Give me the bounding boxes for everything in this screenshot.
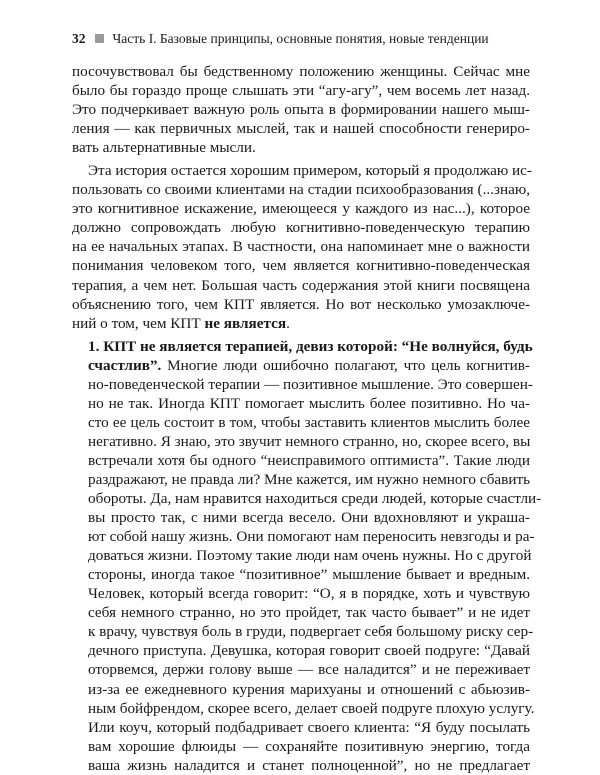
text-line: вать альтернативные мысли. <box>72 139 256 157</box>
text-line: себя немного странно, но это пройдет, так часто бывает” и не идет <box>88 604 530 622</box>
text-line: ления — как первичных мыслей, так и нашей способности генериро- <box>72 120 530 138</box>
text-line: но-поведенческой терапии — позитивное мышление. Это совершен- <box>88 375 533 393</box>
text-line: обороты. Да, нам нравится находиться среди людей, которые счастли- <box>88 490 542 508</box>
text-line: оторвемся, держи голову выше — все наладится” и не переживает <box>88 661 530 679</box>
page-number: 32 <box>72 31 86 46</box>
list-item-title-end: счастлив”. <box>88 356 162 374</box>
text-line: должно сопровождать любую когнитивно-поведенческую терапию <box>72 219 530 237</box>
paragraph <box>72 62 530 157</box>
text-line: Человек, который всегда говорит: “О, я в порядке, хоть и чувствую <box>88 585 530 603</box>
list-item <box>72 337 542 775</box>
emphasis: не является <box>204 314 287 332</box>
text-line: встречали хотя бы одного “неисправимого оптимиста”. Такие люди <box>88 451 530 469</box>
text-line: негативно. Я знаю, это звучит немного странно, но, скорее всего, вы <box>88 432 531 450</box>
text-line: объяснению того, чем КПТ является. Но вот несколько умозаключе- <box>72 295 530 313</box>
text-line: ют собой нашу жизнь. Они помогают нам переносить невзгоды и ра- <box>88 528 535 546</box>
paragraph <box>72 161 530 332</box>
text-line: Это подчеркивает важную роль опыта в формировании нашего мыш- <box>72 101 530 119</box>
text-line: Или коуч, который подбадривает своего клиента: “Я буду посылать <box>88 718 530 736</box>
text-line: вам хорошие флюиды — сохраняйте позитивную энергию, тогда <box>88 737 530 755</box>
text-line <box>72 314 530 333</box>
text-line: к врачу, чувствуя боль в груди, подвергает себя большому риску сер- <box>88 623 534 641</box>
text-line: стороны, иногда такое “позитивное” мышление бывает и вредным. <box>88 566 530 584</box>
list-item-heading <box>72 337 533 356</box>
text-line: вы просто так, с ними всегда весело. Они вдохновляют и украша- <box>88 509 530 527</box>
text-line <box>72 356 530 375</box>
text-line: понимания человеком того, чем является когнитивно-поведенческая <box>72 257 530 275</box>
text-line: но не так. Иногда КПТ помогает мыслить более позитивно. Но ча- <box>88 394 530 412</box>
text-run: . <box>286 314 290 332</box>
book-page <box>72 30 542 775</box>
text-line: это когнитивное искажение, имеющееся у каждого из нас...), которое <box>72 200 530 218</box>
text-line: пользовать со своими клиентами на стадии психообразования (...знаю, <box>72 181 530 199</box>
text-run: Многие люди ошибочно полагают, что цель когнитив- <box>161 356 530 374</box>
section-title: Часть I. Базовые принципы, основные понятия, новые тенденции <box>112 31 489 46</box>
text-line: было бы гораздо проще слышать эти “агу-агу”, чем восемь лет назад. <box>72 82 530 100</box>
text-line: дечного приступа. Девушка, которая говорит своей подруге: “Давай <box>88 642 530 660</box>
text-line: сто ее цель состоит в том, чтобы заставить клиентов мыслить более <box>88 413 530 431</box>
text-line: ваша жизнь наладится и станет полноценной”, но не предлагает <box>88 756 530 774</box>
text-line: Эта история остается хорошим примером, который я продолжаю ис- <box>88 162 532 180</box>
square-separator-icon <box>95 34 104 43</box>
text-line: терапия, а чем нет. Большая часть содержания этой книги посвящена <box>72 276 530 294</box>
list-item-title: 1. КПТ не является терапией, девиз которой: “Не волнуйся, будь <box>88 337 533 355</box>
text-line: из-за ее ежедневного курения марихуаны и отношений с абьюзив- <box>88 680 530 698</box>
body-text <box>72 62 542 775</box>
text-run: ний о том, чем КПТ <box>72 314 205 332</box>
running-head <box>72 30 530 48</box>
text-line: ным бойфрендом, скорее всего, делает своей подруге плохую услугу. <box>88 699 535 717</box>
text-line: раздражают, не правда ли? Мне кажется, им нужно немного сбавить <box>88 470 531 488</box>
text-line: на ее начальных этапах. В частности, она напоминает мне о важности <box>72 238 530 256</box>
text-line: доваться жизни. Поэтому такие люди нам очень нужны. Но с другой <box>88 547 532 565</box>
text-line: посочувствовал бы бедственному положению женщины. Сейчас мне <box>72 63 530 80</box>
